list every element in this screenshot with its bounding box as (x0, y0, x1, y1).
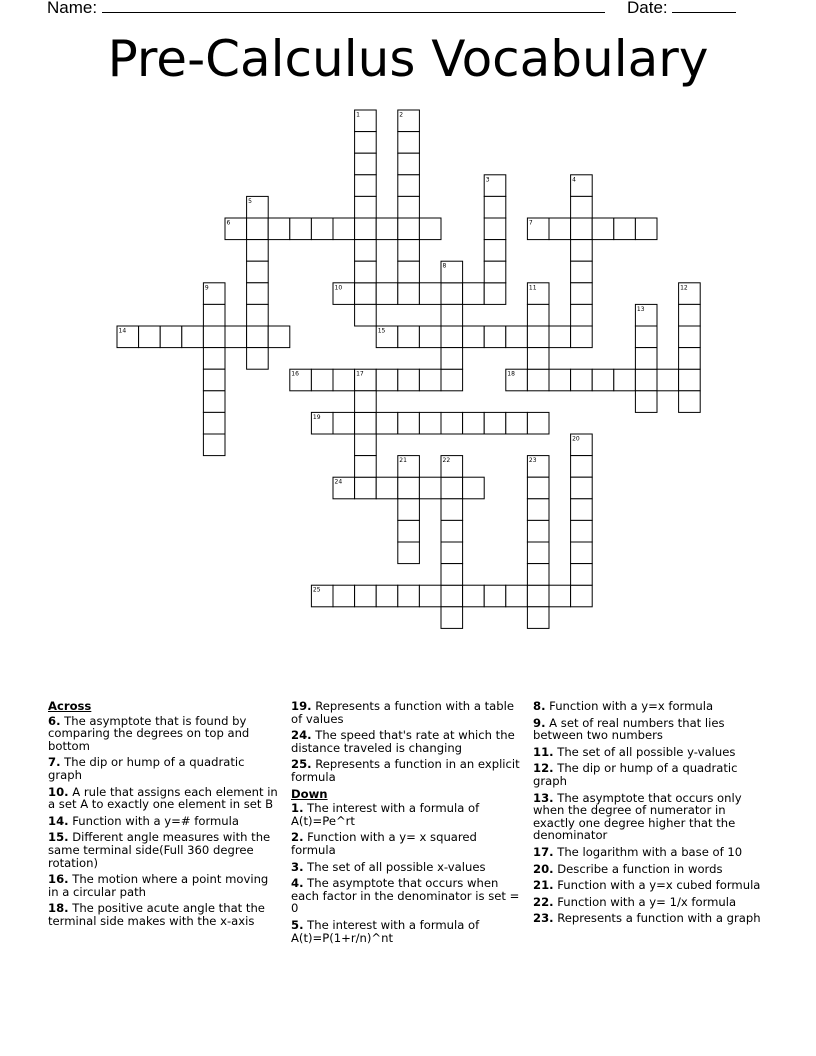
cell-number: 11 (528, 284, 537, 292)
crossword-cell[interactable] (463, 585, 485, 607)
crossword-cell[interactable] (484, 240, 506, 262)
crossword-cell[interactable] (527, 520, 549, 542)
crossword-cell[interactable] (333, 218, 355, 240)
crossword-cell[interactable] (355, 261, 377, 283)
crossword-cell[interactable] (247, 218, 269, 240)
crossword-cell[interactable] (139, 326, 161, 348)
clue-text: Function with a y=# formula (68, 813, 239, 828)
clue-text: The set of all possible x-values (303, 859, 486, 874)
date-label: Date: (627, 0, 668, 17)
down-clue (533, 846, 765, 859)
clue-text: Represents a function with a table of values (291, 699, 514, 726)
crossword-cell[interactable] (571, 564, 593, 586)
cell-number: 9 (204, 284, 209, 292)
clue-text: The motion where a point moving in a circular path (48, 872, 269, 899)
clue-text: The speed that's rate at which the distance traveled is changing (291, 728, 515, 755)
down-clue (291, 802, 523, 827)
crossword-cell[interactable] (225, 326, 247, 348)
across-clue (48, 815, 280, 828)
cell-number: 6 (226, 219, 231, 227)
clue-text: Represents a function in an explicit formula (291, 757, 520, 784)
down-clue (533, 700, 765, 713)
across-clue (48, 756, 280, 781)
crossword-cell[interactable] (398, 283, 420, 305)
crossword-cell[interactable] (268, 218, 290, 240)
clue-number: 14. (48, 813, 69, 828)
clue-text: The interest with a formula of A(t)=Pe^rt (291, 801, 480, 828)
across-clue (291, 729, 523, 754)
crossword-cell[interactable] (441, 607, 463, 629)
crossword-cell[interactable] (506, 412, 528, 434)
crossword-cell[interactable] (463, 326, 485, 348)
crossword-cell[interactable] (355, 304, 377, 326)
crossword-cell[interactable] (376, 585, 398, 607)
crossword-cell[interactable] (484, 196, 506, 218)
clue-text: Function with a y= 1/x formula (553, 894, 737, 909)
crossword-cell[interactable] (592, 369, 614, 391)
clue-number: 17. (533, 844, 554, 859)
clue-number: 12. (533, 761, 554, 776)
cell-number: 1 (356, 111, 360, 119)
clue-text: Function with a y=x formula (545, 699, 714, 713)
crossword-cell[interactable] (441, 348, 463, 370)
crossword-cell[interactable] (527, 564, 549, 586)
clue-text: Function with a y=x cubed formula (553, 878, 761, 893)
cell-number: 24 (334, 478, 343, 486)
crossword-cell[interactable] (527, 369, 549, 391)
clue-number: 3. (291, 859, 304, 874)
crossword-cell[interactable] (355, 196, 377, 218)
across-clue (48, 786, 280, 811)
crossword-cell[interactable] (527, 348, 549, 370)
cell-number: 13 (636, 305, 645, 313)
crossword-cell[interactable] (635, 391, 657, 413)
crossword-cell[interactable] (441, 326, 463, 348)
crossword-cell[interactable] (441, 564, 463, 586)
crossword-cell[interactable] (182, 326, 204, 348)
crossword-cell[interactable] (679, 348, 701, 370)
cell-number: 8 (442, 262, 447, 270)
crossword-cell[interactable] (679, 326, 701, 348)
crossword-cell[interactable] (398, 326, 420, 348)
crossword-cell[interactable] (549, 218, 571, 240)
crossword-cell[interactable] (571, 326, 593, 348)
crossword-cell[interactable] (484, 585, 506, 607)
down-clue (533, 879, 765, 892)
clue-number: 13. (533, 790, 554, 805)
crossword-cell[interactable] (419, 412, 441, 434)
crossword-cell[interactable] (203, 304, 225, 326)
crossword-cell[interactable] (679, 391, 701, 413)
clue-number: 11. (533, 744, 554, 759)
clue-text: The positive acute angle that the terminal side makes with the x-axis (48, 901, 265, 928)
crossword-cell[interactable] (419, 369, 441, 391)
crossword-cell[interactable] (571, 499, 593, 521)
crossword-cell[interactable] (419, 585, 441, 607)
down-clue (291, 861, 523, 874)
cell-number: 23 (528, 457, 537, 465)
clue-text: Represents a function with a graph (553, 911, 761, 926)
cell-number: 19 (312, 413, 321, 421)
crossword-cell[interactable] (441, 585, 463, 607)
crossword-cell[interactable] (398, 542, 420, 564)
crossword-cell[interactable] (527, 542, 549, 564)
crossword-cell[interactable] (247, 348, 269, 370)
clue-text: The asymptote that occurs when each factor in the denominator is set = 0 (291, 876, 520, 916)
crossword-cell[interactable] (247, 304, 269, 326)
crossword-cell[interactable] (160, 326, 182, 348)
down-clue (291, 919, 523, 944)
crossword-cell[interactable] (355, 456, 377, 478)
crossword-cell[interactable] (247, 326, 269, 348)
crossword-cell[interactable] (398, 175, 420, 197)
crossword-cell[interactable] (333, 412, 355, 434)
cell-number: 4 (572, 176, 576, 184)
crossword-cell[interactable] (441, 477, 463, 499)
clue-text: A rule that assigns each element in a set A to exactly one element in set B (48, 784, 278, 812)
clue-number: 15. (48, 830, 69, 845)
cell-number: 17 (356, 370, 364, 378)
crossword-cell[interactable] (527, 477, 549, 499)
crossword-cell[interactable] (355, 175, 377, 197)
name-label: Name: (47, 0, 98, 17)
down-clue (291, 877, 523, 915)
crossword-cell[interactable] (398, 369, 420, 391)
crossword-cell[interactable] (635, 218, 657, 240)
crossword-cell[interactable] (376, 477, 398, 499)
crossword-cell[interactable] (484, 412, 506, 434)
crossword-cell[interactable] (398, 218, 420, 240)
clue-number: 20. (533, 861, 554, 876)
crossword-cell[interactable] (635, 326, 657, 348)
crossword-cell[interactable] (376, 369, 398, 391)
crossword-cell[interactable] (571, 304, 593, 326)
crossword-cell[interactable] (527, 585, 549, 607)
crossword-cell[interactable] (203, 391, 225, 413)
crossword-cell[interactable] (398, 477, 420, 499)
cell-number: 16 (291, 370, 299, 378)
crossword-cell[interactable] (506, 326, 528, 348)
crossword-cell[interactable] (441, 304, 463, 326)
crossword-cell[interactable] (355, 412, 377, 434)
clue-text: The interest with a formula of A(t)=P(1+r/n)^nt (291, 917, 480, 945)
clue-number: 22. (533, 894, 554, 909)
crossword-cell[interactable] (441, 542, 463, 564)
crossword-cell[interactable] (527, 304, 549, 326)
clue-number: 1. (291, 801, 304, 816)
crossword-cell[interactable] (398, 132, 420, 154)
crossword-cell[interactable] (571, 240, 593, 262)
clue-text: The set of all possible y-values (553, 744, 736, 759)
crossword-cell[interactable] (311, 218, 333, 240)
crossword-cell[interactable] (376, 283, 398, 305)
crossword-cell[interactable] (614, 369, 636, 391)
crossword-cell[interactable] (527, 412, 549, 434)
crossword-cell[interactable] (203, 434, 225, 456)
clues-column-1 (48, 700, 280, 932)
crossword-cell[interactable] (571, 283, 593, 305)
crossword-cell[interactable] (441, 520, 463, 542)
clue-text: The asymptote that is found by comparing the degrees on top and bottom (48, 713, 250, 753)
clue-text: Function with a y= x squared formula (291, 830, 477, 857)
cell-number: 20 (572, 435, 580, 443)
crossword-cell[interactable] (571, 369, 593, 391)
crossword-cell[interactable] (463, 412, 485, 434)
crossword-cell[interactable] (376, 218, 398, 240)
crossword-cell[interactable] (441, 369, 463, 391)
crossword-cell[interactable] (635, 348, 657, 370)
clue-number: 7. (48, 755, 61, 770)
crossword-cell[interactable] (355, 153, 377, 175)
across-clue (291, 700, 523, 725)
clue-text: The dip or hump of a quadratic graph (533, 761, 738, 788)
clue-text: Different angle measures with the same terminal side(Full 360 degree rotation) (48, 830, 271, 870)
crossword-cell[interactable] (203, 412, 225, 434)
crossword-cell[interactable] (441, 412, 463, 434)
cell-number: 25 (312, 586, 321, 594)
clue-number: 19. (291, 699, 312, 713)
down-clue (533, 717, 765, 742)
crossword-cell[interactable] (398, 153, 420, 175)
crossword-cell[interactable] (355, 218, 377, 240)
crossword-cell[interactable] (571, 585, 593, 607)
cell-number: 15 (377, 327, 386, 335)
down-clue (533, 863, 765, 876)
clue-text: The logarithm with a base of 10 (553, 844, 743, 859)
crossword-cell[interactable] (484, 261, 506, 283)
page-title: Pre-Calculus Vocabulary (107, 30, 709, 88)
clues-column-3 (533, 700, 765, 929)
crossword-cell[interactable] (398, 261, 420, 283)
crossword-cell[interactable] (614, 218, 636, 240)
clue-text: A set of real numbers that lies between two numbers (533, 715, 725, 743)
cell-number: 3 (485, 176, 490, 184)
crossword-cell[interactable] (419, 218, 441, 240)
clue-number: 23. (533, 911, 554, 926)
clue-number: 21. (533, 878, 554, 893)
crossword-cell[interactable] (355, 477, 377, 499)
crossword-cell[interactable] (571, 261, 593, 283)
crossword-cell[interactable] (549, 326, 571, 348)
across-clue (48, 715, 280, 753)
crossword-cell[interactable] (333, 585, 355, 607)
cell-number: 14 (118, 327, 127, 335)
crossword-cell[interactable] (355, 240, 377, 262)
crossword-cell[interactable] (484, 218, 506, 240)
across-heading: Across (48, 699, 92, 713)
clue-number: 10. (48, 784, 69, 799)
crossword-cell[interactable] (484, 283, 506, 305)
crossword-cell[interactable] (355, 585, 377, 607)
crossword-cell[interactable] (571, 520, 593, 542)
crossword-cell[interactable] (679, 369, 701, 391)
crossword-cell[interactable] (571, 542, 593, 564)
across-clue (291, 758, 523, 783)
crossword-cell[interactable] (355, 132, 377, 154)
clue-number: 6. (48, 713, 61, 728)
across-clue (48, 902, 280, 927)
crossword-cell[interactable] (527, 499, 549, 521)
crossword-cell[interactable] (679, 304, 701, 326)
crossword-cell[interactable] (203, 369, 225, 391)
crossword-cell[interactable] (203, 326, 225, 348)
cell-number: 21 (399, 457, 407, 465)
down-clue (291, 831, 523, 856)
crossword-cell[interactable] (355, 283, 377, 305)
crossword-cell[interactable] (290, 218, 312, 240)
down-clue (533, 746, 765, 759)
crossword-cell[interactable] (463, 283, 485, 305)
crossword-cell[interactable] (571, 196, 593, 218)
crossword-cell[interactable] (355, 391, 377, 413)
clue-number: 4. (291, 876, 304, 891)
across-clue (48, 873, 280, 898)
clue-text: Describe a function in words (553, 861, 723, 876)
crossword-cell[interactable] (398, 196, 420, 218)
crossword-cell[interactable] (247, 240, 269, 262)
down-clue (533, 896, 765, 909)
crossword-cell[interactable] (635, 369, 657, 391)
cell-number: 10 (334, 284, 343, 292)
clue-number: 2. (291, 830, 304, 845)
cell-number: 12 (680, 284, 688, 292)
crossword-cell[interactable] (549, 585, 571, 607)
crossword-cell[interactable] (419, 326, 441, 348)
clue-number: 8. (533, 699, 546, 713)
crossword-cell[interactable] (571, 477, 593, 499)
cell-number: 7 (528, 219, 533, 227)
crossword-cell[interactable] (657, 369, 679, 391)
crossword-cell[interactable] (247, 283, 269, 305)
crossword-cell[interactable] (527, 326, 549, 348)
crossword-cell[interactable] (419, 477, 441, 499)
crossword-cell[interactable] (484, 326, 506, 348)
crossword-cell[interactable] (398, 412, 420, 434)
clues-column-2 (291, 700, 523, 948)
clue-number: 9. (533, 715, 546, 730)
clue-number: 5. (291, 917, 304, 932)
clue-number: 24. (291, 728, 312, 743)
crossword-cell[interactable] (333, 369, 355, 391)
down-clue (533, 912, 765, 925)
crossword-cell[interactable] (463, 477, 485, 499)
down-heading: Down (291, 786, 328, 801)
crossword-cell[interactable] (398, 499, 420, 521)
crossword-cell[interactable] (398, 585, 420, 607)
crossword-cell[interactable] (441, 499, 463, 521)
across-clue (48, 831, 280, 869)
crossword-cell[interactable] (268, 326, 290, 348)
clue-number: 18. (48, 901, 69, 916)
crossword-cell[interactable] (441, 283, 463, 305)
down-clue (533, 792, 765, 842)
cell-number: 2 (399, 111, 404, 119)
clue-text: The asymptote that occurs only when the degree of numerator in exactly one degree higher that the denominator (533, 790, 742, 843)
clue-text: The dip or hump of a quadratic graph (48, 755, 245, 782)
clue-number: 16. (48, 872, 69, 887)
crossword-cell[interactable] (311, 369, 333, 391)
crossword-cell[interactable] (571, 218, 593, 240)
cell-number: 22 (442, 457, 451, 465)
crossword-cell[interactable] (398, 520, 420, 542)
clue-number: 25. (291, 757, 312, 772)
crossword-cell[interactable] (592, 218, 614, 240)
crossword-cell[interactable] (398, 240, 420, 262)
crossword-cell[interactable] (355, 434, 377, 456)
crossword-cell[interactable] (419, 283, 441, 305)
crossword-cell[interactable] (506, 585, 528, 607)
crossword-cell[interactable] (527, 607, 549, 629)
crossword-cell[interactable] (571, 456, 593, 478)
cell-number: 18 (507, 370, 515, 378)
crossword-cell[interactable] (247, 261, 269, 283)
cell-number: 5 (248, 197, 252, 205)
crossword-cell[interactable] (203, 348, 225, 370)
crossword-cell[interactable] (376, 412, 398, 434)
down-clue (533, 762, 765, 787)
crossword-cell[interactable] (549, 369, 571, 391)
